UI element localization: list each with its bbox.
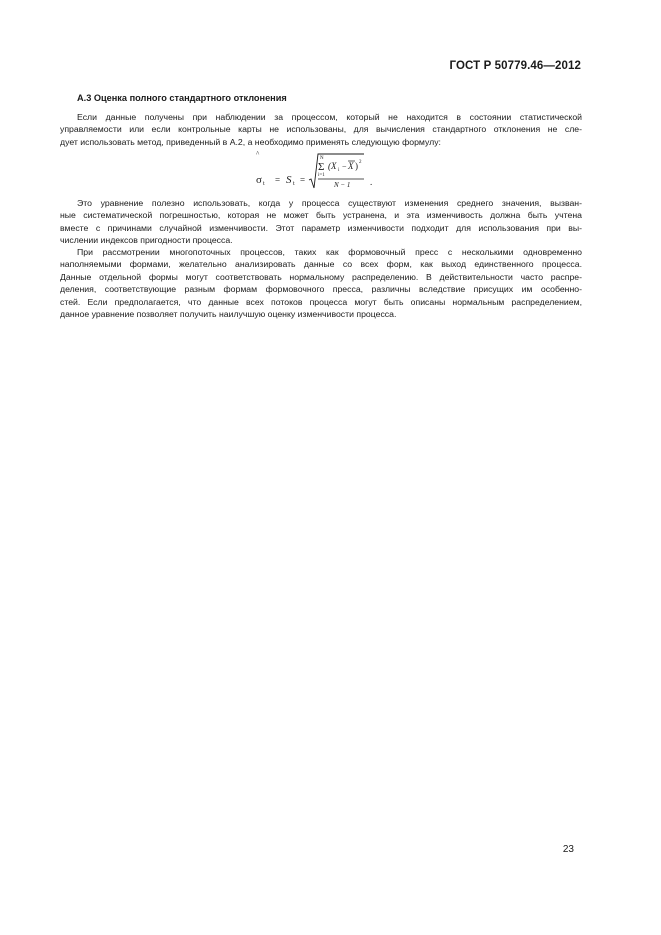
- text-line: вместе с причинами случайной изменчивости. Этот параметр изменчивости подходит для использования при вы-: [60, 222, 582, 233]
- paragraph-intro: [60, 111, 582, 148]
- formula-denominator: N − 1: [334, 181, 351, 189]
- formula-hat: ^: [256, 150, 260, 158]
- section-title: А.3 Оценка полного стандартного отклонения: [77, 93, 287, 103]
- formula-power: 2: [359, 160, 362, 165]
- document-id: ГОСТ Р 50779.46—2012: [449, 60, 581, 72]
- sum-symbol: Σ: [318, 161, 325, 173]
- text-line: Это уравнение полезно использовать, когда у процесса существуют изменения среднего значения, вызван-: [77, 198, 582, 208]
- paragraph-multistream: [60, 246, 582, 320]
- paragraph-usage: [60, 197, 582, 247]
- page-number: 23: [562, 844, 574, 855]
- formula-xbar: X: [348, 161, 354, 171]
- text-line: числении индексов пригодности процесса.: [60, 235, 233, 246]
- text-line: дует использовать метод, приведенный в А.2, а необходимо применять следующую формулу:: [60, 136, 441, 147]
- text-line: деления, соответствующие разным формам формовочного пресса, различны вследствие присущих им особенно-: [60, 284, 582, 295]
- formula-s: S: [286, 174, 292, 186]
- formula-term: (X: [328, 161, 337, 171]
- formula-period: .: [370, 177, 373, 187]
- text-line: управляемости или если контрольные карты не использованы, для вычисления стандартного отклонения не сле-: [60, 124, 582, 135]
- text-line: ные систематической погрешностью, которая не может быть устранена, и эта изменчивость должна быть учтена: [60, 210, 582, 221]
- text-line: Данные отдельной формы могут соответствовать нормальному распределению. В действительности часто распре-: [60, 271, 582, 282]
- text-line: Если данные получены при наблюдении за процессом, который не находится в состоянии статистической: [77, 112, 582, 122]
- sum-upper-limit: N: [320, 156, 324, 161]
- formula-sigma: σ: [256, 174, 262, 186]
- formula-term-sub: i: [338, 168, 340, 173]
- text-line: стей. Если предполагается, что данные всех потоков процесса могут быть описаны нормальным распределением,: [60, 296, 582, 307]
- formula-minus: −: [342, 162, 347, 171]
- formula-sigma-sub: t: [263, 181, 265, 187]
- formula-s-sub: t: [293, 181, 295, 187]
- formula-paren-close: ): [355, 161, 358, 171]
- text-line: данное уравнение позволяет получить наилучшую оценку изменчивости процесса.: [60, 309, 397, 320]
- text-line: наполняемыми формами, желательно анализировать данные со всех форм, как выход единственного процесса.: [60, 259, 582, 270]
- text-line: При рассмотрении многопоточных процессов, таких как формовочный пресс с несколькими одновременно: [77, 247, 582, 257]
- formula-equals-1: =: [275, 175, 281, 185]
- std-deviation-formula: [256, 152, 386, 192]
- formula-equals-2: =: [300, 175, 306, 185]
- sum-lower-limit: i=1: [318, 173, 325, 178]
